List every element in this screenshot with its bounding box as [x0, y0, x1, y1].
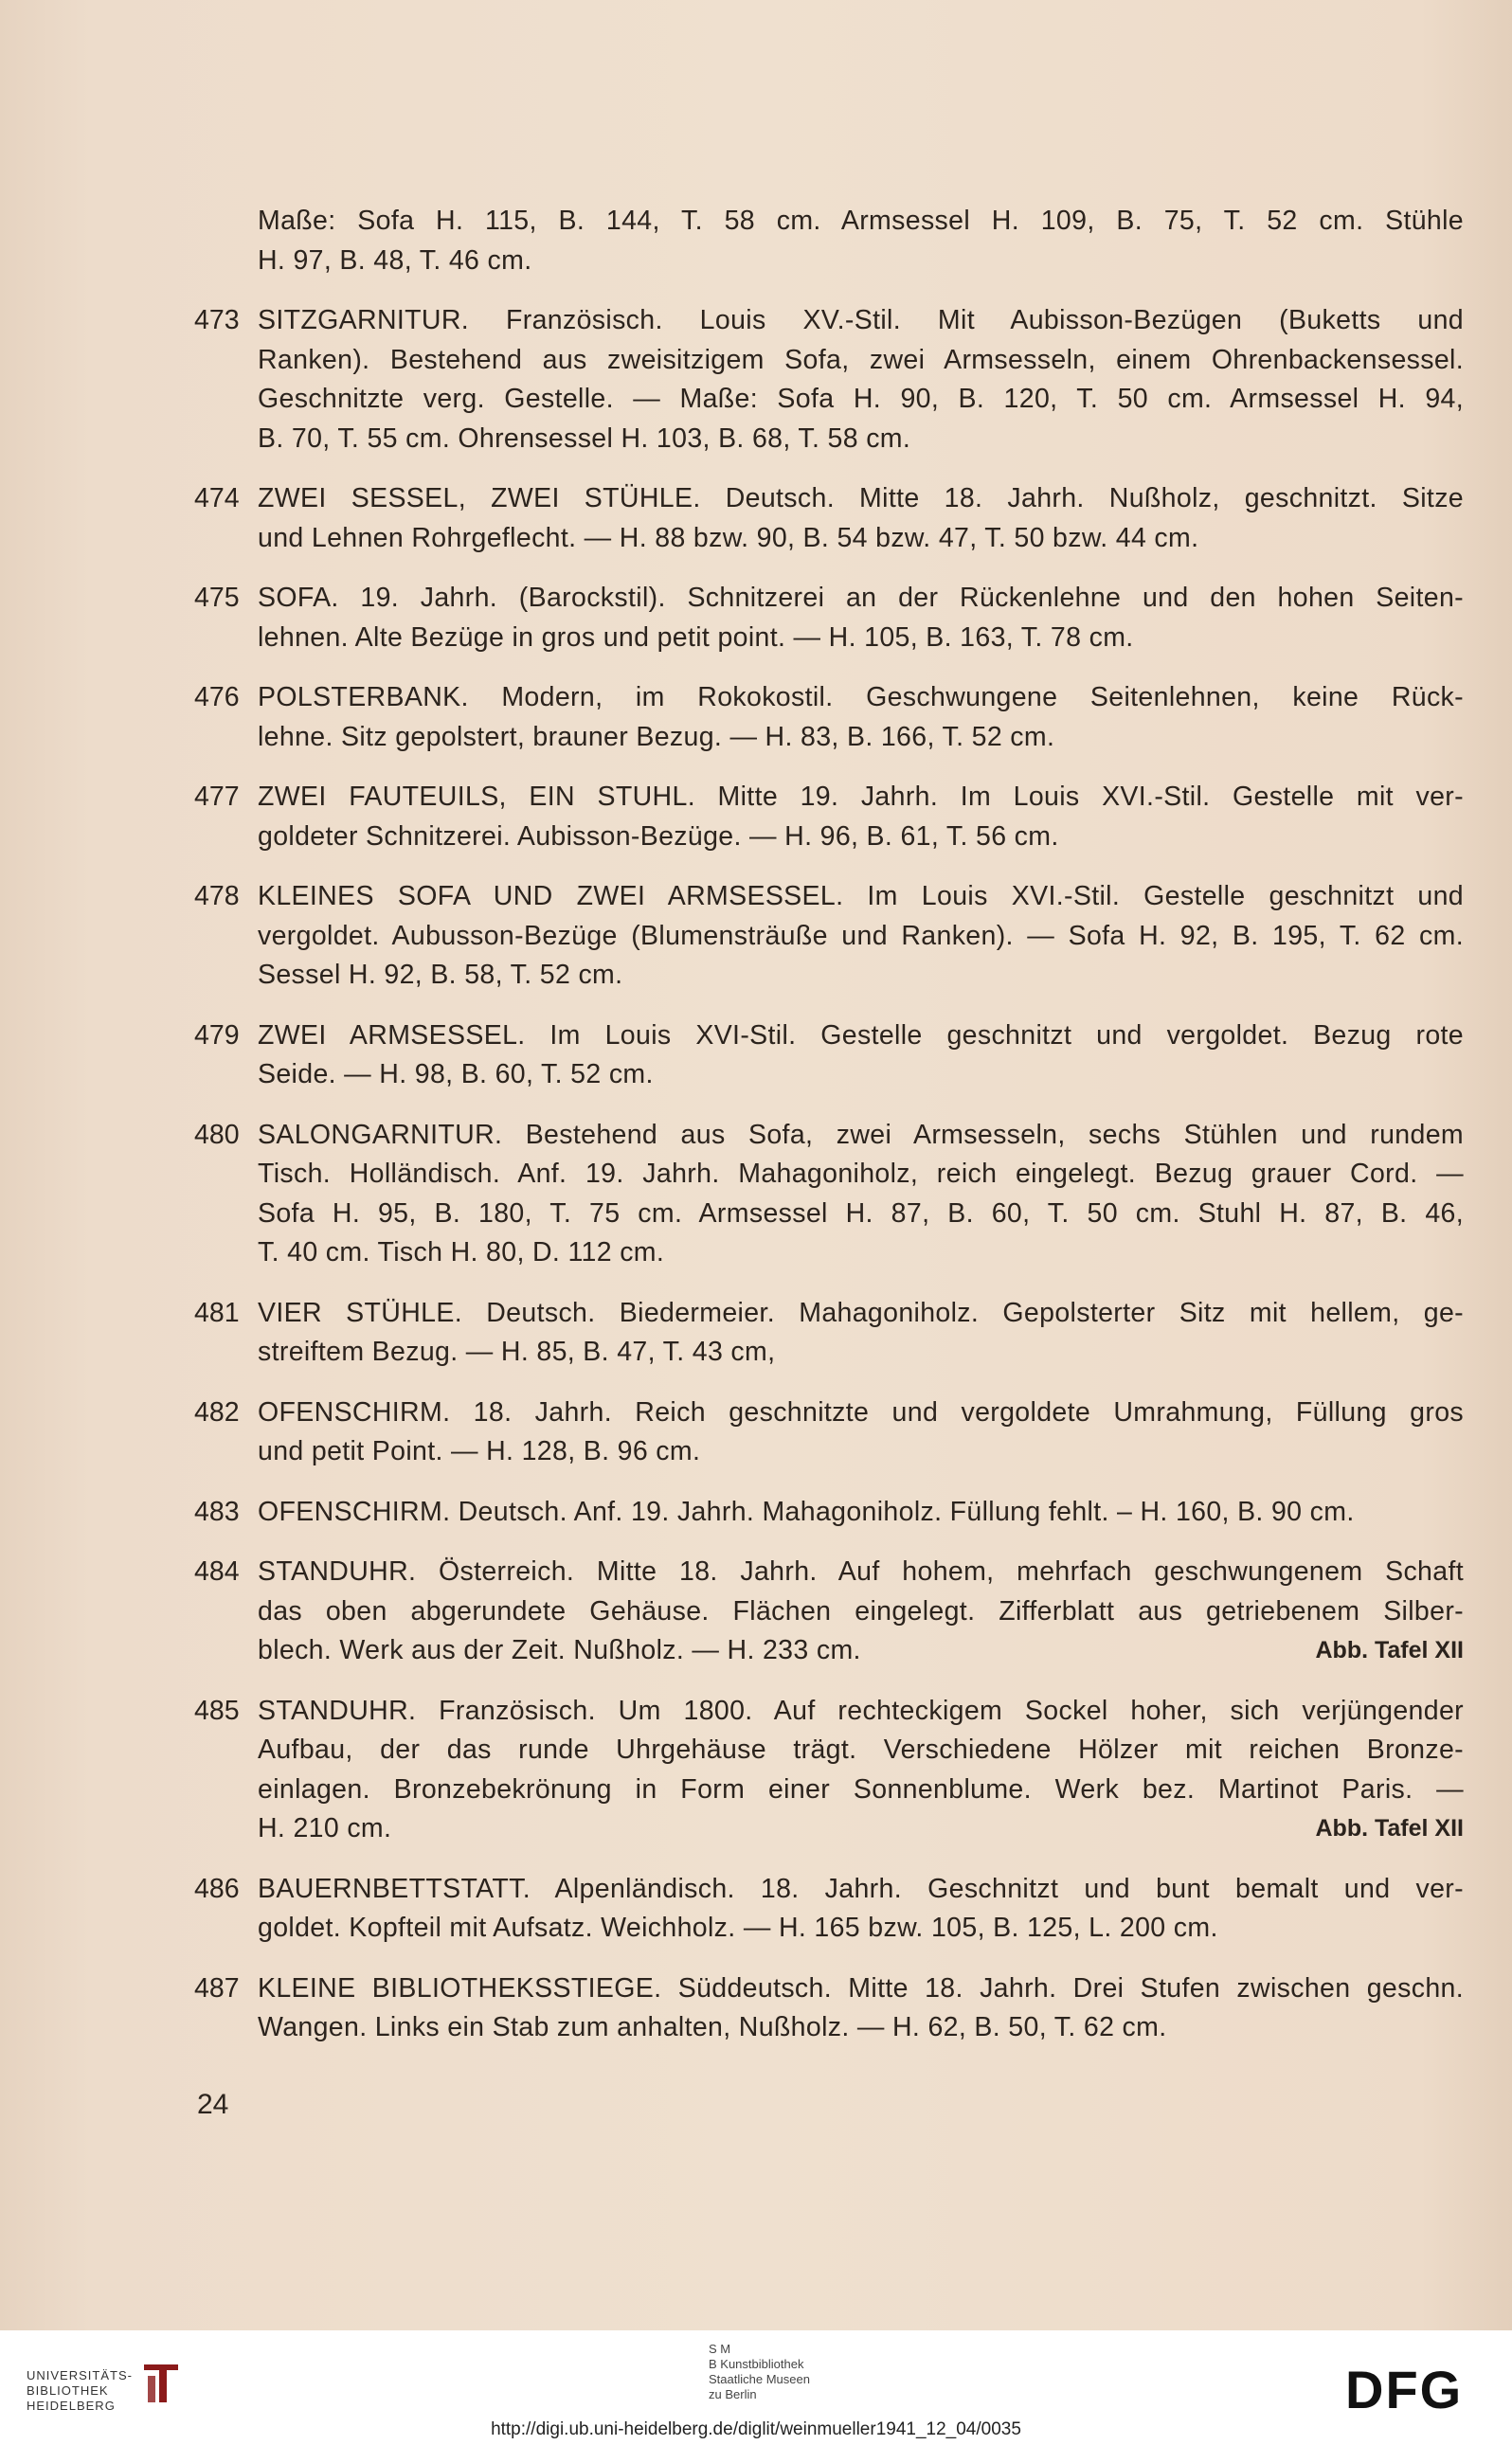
text-line: Maße: Sofa H. 115, B. 144, T. 58 cm. Armsessel H. 109, B. 75, T. 52 cm. Stühle	[258, 206, 1464, 236]
catalogue-entry	[194, 1294, 1464, 1373]
text-line: POLSTERBANK. Modern, im Rokokostil. Geschwungene Seitenlehnen, keine Rück-	[258, 682, 1464, 712]
catalogue-entry	[194, 1692, 1464, 1849]
lot-number: 484	[194, 1556, 240, 1587]
plate-reference: Abb. Tafel XII	[1315, 1637, 1464, 1663]
text-line: Aufbau, der das runde Uhrgehäuse trägt. Verschiedene Hölzer mit reichen Bronze-	[258, 1735, 1464, 1765]
university-seal-icon	[140, 2359, 182, 2408]
text-line: ZWEI FAUTEUILS, EIN STUHL. Mitte 19. Jahrh. Im Louis XVI.-Stil. Gestelle mit ver-	[258, 782, 1464, 812]
catalogue-entry	[194, 1116, 1464, 1273]
lot-description	[258, 1393, 1464, 1472]
text-line: Ranken). Bestehend aus zweisitzigem Sofa, zwei Armsesseln, einem Ohrenbackensessel.	[258, 344, 1464, 375]
lot-number: 478	[194, 881, 240, 911]
text-line-with-note	[258, 1809, 1464, 1849]
text-line: SITZGARNITUR. Französisch. Louis XV.-Stil. Mit Aubisson-Bezügen (Buketts und	[258, 305, 1464, 335]
lot-description	[258, 1969, 1464, 2048]
text-line: blech. Werk aus der Zeit. Nußholz. — H. 233 cm.	[258, 1635, 861, 1665]
page-number: 24	[197, 2089, 229, 2120]
text-line: SALONGARNITUR. Bestehend aus Sofa, zwei Armsesseln, sechs Stühlen und rundem	[258, 1119, 1464, 1150]
viewer-footer	[0, 2330, 1512, 2445]
continuation-paragraph	[258, 202, 1464, 280]
catalogue-entry	[194, 579, 1464, 657]
lot-number: 482	[194, 1396, 240, 1428]
text-line: Sofa H. 95, B. 180, T. 75 cm. Armsessel H. 87, B. 60, T. 50 cm. Stuhl H. 87, B. 46,	[258, 1197, 1464, 1229]
lot-number: 475	[194, 583, 240, 613]
text-line: B. 70, T. 55 cm. Ohrensessel H. 103, B. 68, T. 58 cm.	[258, 422, 911, 454]
text-line: Sessel H. 92, B. 58, T. 52 cm.	[258, 960, 623, 990]
text-line: ZWEI SESSEL, ZWEI STÜHLE. Deutsch. Mitte 18. Jahrh. Nußholz, geschnitzt. Sitze	[258, 483, 1464, 513]
text-line-with-note	[258, 1631, 1464, 1671]
text-line: Geschnitzte verg. Gestelle. — Maße: Sofa H. 90, B. 120, T. 50 cm. Armsessel H. 94,	[258, 384, 1464, 414]
logo-text-line: UNIVERSITÄTS-	[27, 2368, 133, 2382]
text-line: lehne. Sitz gepolstert, brauner Bezug. — H. 83, B. 166, T. 52 cm.	[258, 721, 1055, 752]
text-line: Wangen. Links ein Stab zum anhalten, Nußholz. — H. 62, B. 50, T. 62 cm.	[258, 2012, 1167, 2042]
catalogue-entry	[194, 479, 1464, 558]
text-line: streiftem Bezug. — H. 85, B. 47, T. 43 cm,	[258, 1337, 776, 1367]
logo-text-line: Staatliche Museen	[709, 2372, 810, 2386]
lot-description	[258, 579, 1464, 657]
text-line: T. 40 cm. Tisch H. 80, D. 112 cm.	[258, 1237, 665, 1267]
text-line: goldet. Kopfteil mit Aufsatz. Weichholz. — H. 165 bzw. 105, B. 125, L. 200 cm.	[258, 1913, 1218, 1943]
text-line: STANDUHR. Österreich. Mitte 18. Jahrh. Auf hohem, mehrfach geschwungenem Schaft	[258, 1556, 1464, 1587]
lot-description	[258, 1294, 1464, 1373]
text-line: und petit Point. — H. 128, B. 96 cm.	[258, 1436, 701, 1466]
text-line: H. 210 cm.	[258, 1813, 392, 1843]
lot-description	[258, 678, 1464, 757]
logo-text-line: B Kunstbibliothek	[709, 2357, 804, 2371]
text-line: Seide. — H. 98, B. 60, T. 52 cm.	[258, 1059, 654, 1089]
catalogue-entry	[194, 1393, 1464, 1472]
text-line: KLEINES SOFA UND ZWEI ARMSESSEL. Im Louis XVI.-Stil. Gestelle geschnitzt und	[258, 881, 1464, 911]
lot-description	[258, 1016, 1464, 1095]
lot-number: 483	[194, 1496, 240, 1527]
catalogue-entry	[194, 678, 1464, 757]
text-line: KLEINE BIBLIOTHEKSSTIEGE. Süddeutsch. Mitte 18. Jahrh. Drei Stufen zwischen geschn.	[258, 1972, 1464, 2004]
lot-description	[258, 1116, 1464, 1273]
lot-number: 474	[194, 483, 240, 513]
text-line: H. 97, B. 48, T. 46 cm.	[258, 244, 532, 276]
permalink-url[interactable]: http://digi.ub.uni-heidelberg.de/diglit/weinmueller1941_12_04/0035	[491, 2419, 1021, 2439]
lot-description	[258, 877, 1464, 996]
text-line: ZWEI ARMSESSEL. Im Louis XVI-Stil. Gestelle geschnitzt und vergoldet. Bezug rote	[258, 1019, 1464, 1051]
lot-number: 477	[194, 782, 240, 812]
text-line: Tisch. Holländisch. Anf. 19. Jahrh. Mahagoniholz, reich eingelegt. Bezug grauer Cord. —	[258, 1159, 1464, 1189]
lot-number: 480	[194, 1119, 240, 1150]
logo-text-line: BIBLIOTHEK	[27, 2383, 109, 2398]
lot-description	[258, 778, 1464, 856]
lot-number: 479	[194, 1019, 240, 1051]
text-line: einlagen. Bronzebekrönung in Form einer Sonnenblume. Werk bez. Martinot Paris. —	[258, 1773, 1464, 1805]
text-line: OFENSCHIRM. Deutsch. Anf. 19. Jahrh. Mahagoniholz. Füllung fehlt. – H. 160, B. 90 cm.	[258, 1496, 1355, 1527]
lot-number: 485	[194, 1695, 240, 1726]
logo-text-line: HEIDELBERG	[27, 2399, 116, 2413]
museum-logo[interactable]	[709, 2342, 810, 2402]
catalogue-entry	[194, 1493, 1464, 1533]
catalogue-entry	[194, 877, 1464, 996]
lot-description	[258, 1493, 1464, 1533]
text-line: BAUERNBETTSTATT. Alpenländisch. 18. Jahrh. Geschnitzt und bunt bemalt und ver-	[258, 1873, 1464, 1904]
catalogue-entry	[194, 778, 1464, 856]
catalogue-entry	[194, 1553, 1464, 1671]
text-line: lehnen. Alte Bezüge in gros und petit point. — H. 105, B. 163, T. 78 cm.	[258, 621, 1134, 653]
text-line: das oben abgerundete Gehäuse. Flächen eingelegt. Zifferblatt aus getriebenem Silber-	[258, 1595, 1464, 1627]
catalogue-entry	[194, 301, 1464, 458]
text-line: vergoldet. Aubusson-Bezüge (Blumensträuße und Ranken). — Sofa H. 92, B. 195, T. 62 cm.	[258, 920, 1464, 951]
university-library-logo[interactable]	[27, 2368, 133, 2414]
plate-reference: Abb. Tafel XII	[1315, 1815, 1464, 1842]
logo-text-line: S M	[709, 2342, 731, 2356]
text-line: STANDUHR. Französisch. Um 1800. Auf rechteckigem Sockel hoher, sich verjüngender	[258, 1695, 1464, 1726]
text-line: goldeter Schnitzerei. Aubisson-Bezüge. — H. 96, B. 61, T. 56 cm.	[258, 820, 1059, 852]
lot-number: 486	[194, 1873, 240, 1904]
text-line: SOFA. 19. Jahrh. (Barockstil). Schnitzerei an der Rückenlehne und den hohen Seiten-	[258, 583, 1464, 613]
lot-description	[258, 1870, 1464, 1949]
catalogue-text	[194, 202, 1464, 2048]
catalogue-entry	[194, 1969, 1464, 2048]
catalogue-entries	[194, 301, 1464, 2048]
lot-description	[258, 479, 1464, 558]
catalogue-entry	[194, 1016, 1464, 1095]
text-line: OFENSCHIRM. 18. Jahrh. Reich geschnitzte und vergoldete Umrahmung, Füllung gros	[258, 1396, 1464, 1428]
lot-number: 473	[194, 305, 240, 335]
text-line: VIER STÜHLE. Deutsch. Biedermeier. Mahagoniholz. Gepolsterter Sitz mit hellem, ge-	[258, 1297, 1464, 1328]
catalogue-entry	[194, 1870, 1464, 1949]
lot-number: 481	[194, 1297, 240, 1328]
dfg-logo[interactable]: DFG	[1345, 2360, 1464, 2419]
lot-description	[258, 1553, 1464, 1671]
text-line: und Lehnen Rohrgeflecht. — H. 88 bzw. 90, B. 54 bzw. 47, T. 50 bzw. 44 cm.	[258, 522, 1199, 553]
lot-description	[258, 301, 1464, 458]
lot-number: 487	[194, 1972, 240, 2004]
logo-text-line: zu Berlin	[709, 2387, 757, 2401]
lot-number: 476	[194, 682, 240, 712]
lot-description	[258, 1692, 1464, 1849]
